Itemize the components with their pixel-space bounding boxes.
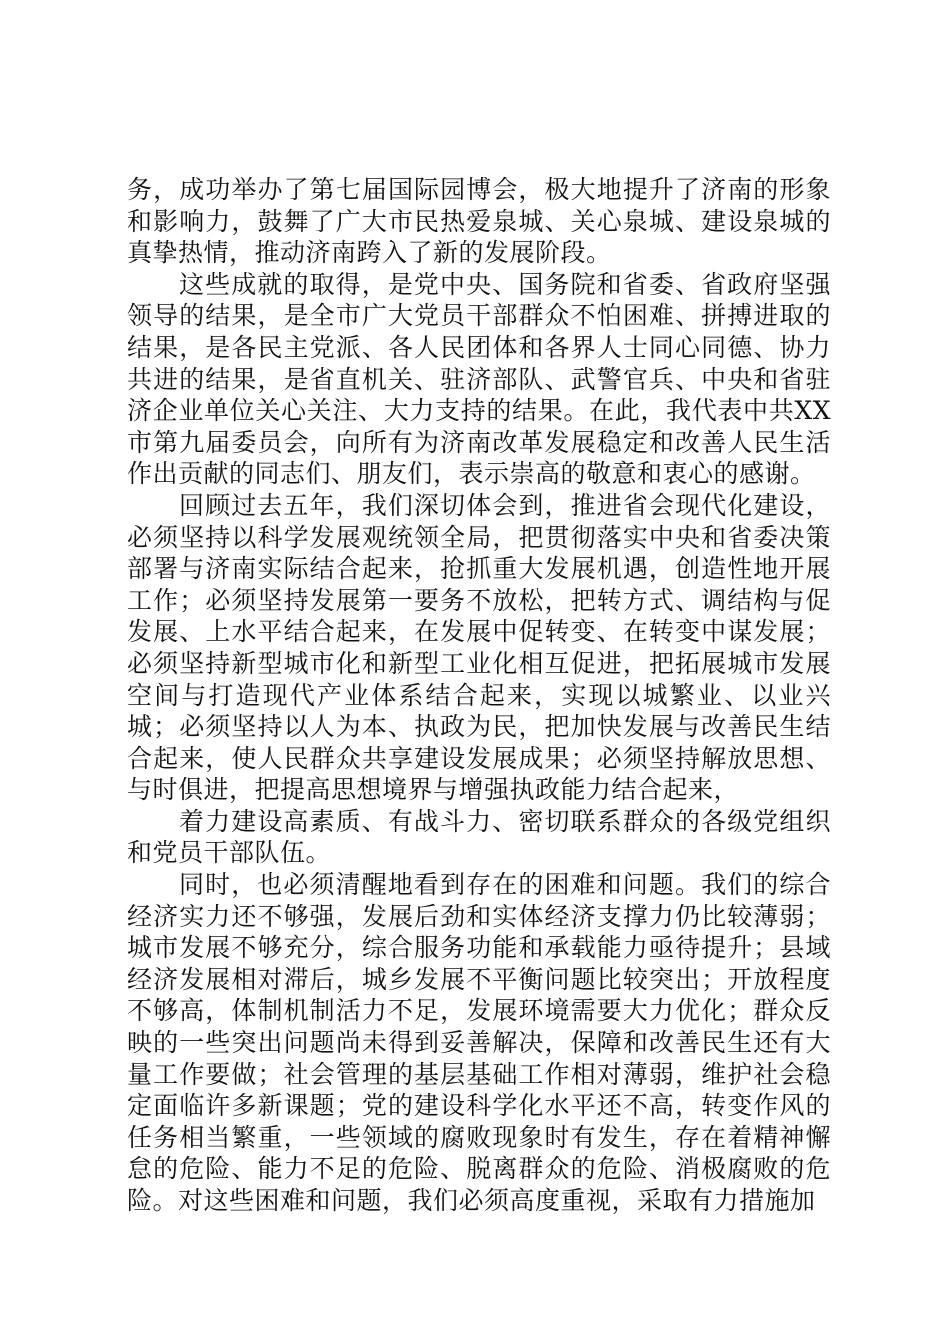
paragraph-1: 务，成功举办了第七届国际园博会，极大地提升了济南的形象和影响力，鼓舞了广大市民热爱泉城、关心泉城、建设泉城的真挚热情，推动济南跨入了新的发展阶段。: [127, 175, 831, 268]
document-body: [127, 174, 831, 1217]
paragraph-4: 着力建设高素质、有战斗力、密切联系群众的各级党组织和党员干部队伍。: [127, 806, 831, 868]
paragraph-5: 同时，也必须清醒地看到存在的困难和问题。我们的综合经济实力还不够强，发展后劲和实体经济支撑力仍比较薄弱；城市发展不够充分，综合服务功能和承载能力亟待提升；县域经济发展相对滞后，城乡发展不平衡问题比较突出；开放程度不够高，体制机制活力不足，发展环境需要大力优化；群众反映的一些突出问题尚未得到妥善解决，保障和改善民生还有大量工作要做；社会管理的基层基础工作相对薄弱，维护社会稳定面临许多新课题；党的建设科学化水平还不高，转变作风的任务相当繁重，一些领域的腐败现象时有发生，存在着精神懈怠的危险、能力不足的危险、脱离群众的危险、消极腐败的危险。对这些困难和问题，我们必须高度重视，采取有力措施加: [127, 870, 831, 1215]
paragraph-2: 这些成就的取得，是党中央、国务院和省委、省政府坚强领导的结果，是全市广大党员干部群众不怕困难、拼搏进取的结果，是各民主党派、各人民团体和各界人士同心同德、协力共进的结果，是省直机关、驻济部队、武警官兵、中央和省驻济企业单位关心关注、大力支持的结果。在此，我代表中共XX市第九届委员会，向所有为济南改革发展稳定和改善人民生活作出贡献的同志们、朋友们，表示崇高的敬意和衷心的感谢。: [127, 269, 831, 489]
paragraph-3: 回顾过去五年，我们深切体会到，推进省会现代化建设，必须坚持以科学发展观统领全局，把贯彻落实中央和省委决策部署与济南实际结合起来，抢抓重大发展机遇，创造性地开展工作；必须坚持发展第一要务不放松，把转方式、调结构与促发展、上水平结合起来，在发展中促转变、在转变中谋发展；必须坚持新型城市化和新型工业化相互促进，把拓展城市发展空间与打造现代产业体系结合起来，实现以城繁业、以业兴城；必须坚持以人为本、执政为民，把加快发展与改善民生结合起来，使人民群众共享建设发展成果；必须坚持解放思想、与时俱进，把提高思想境界与增强执政能力结合起来，: [127, 490, 831, 805]
